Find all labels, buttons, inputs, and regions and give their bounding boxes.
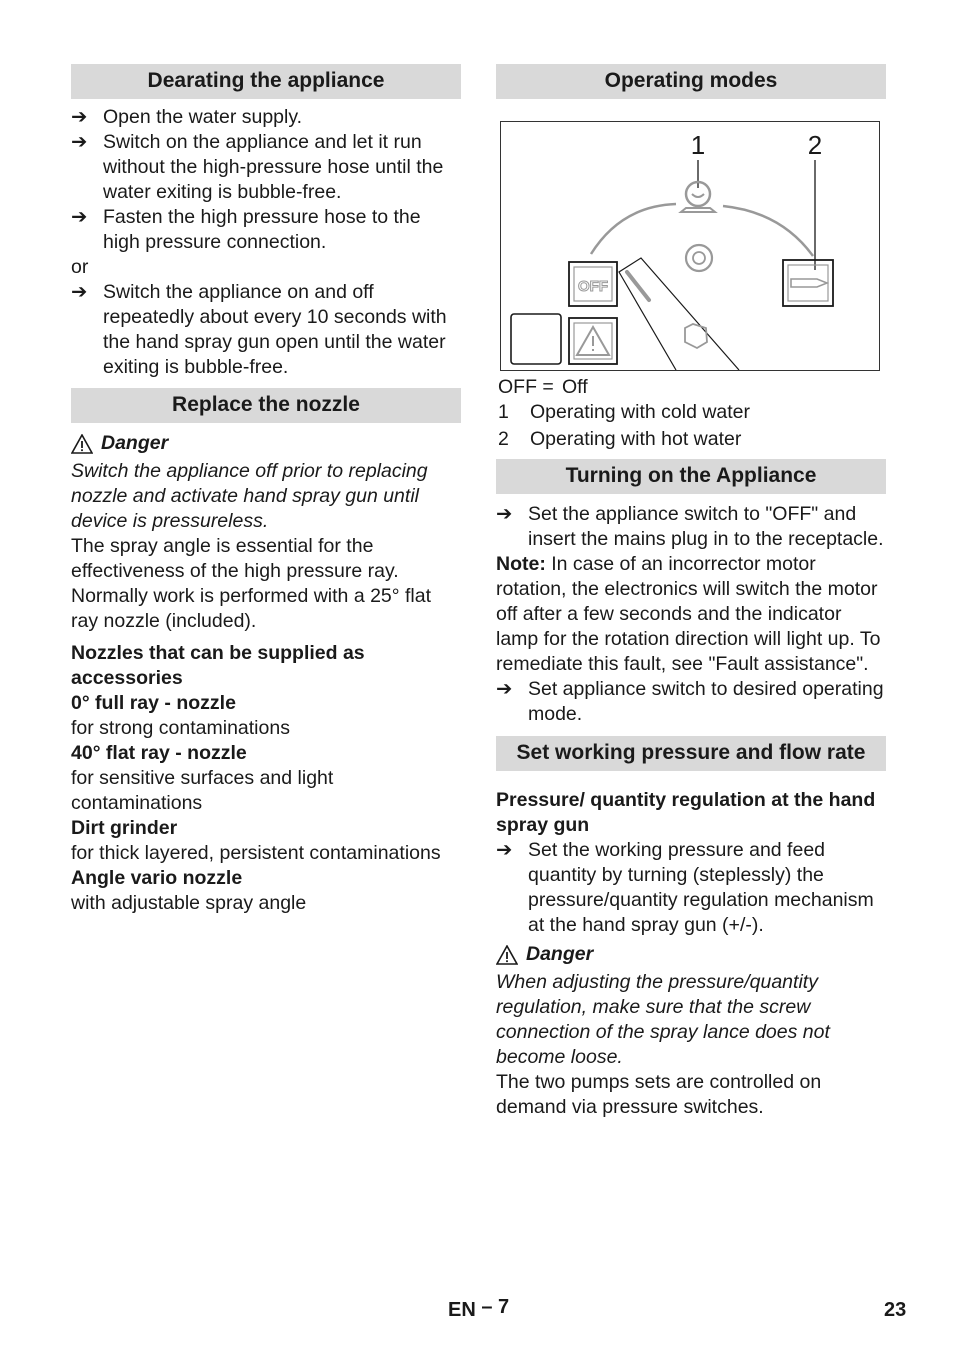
working-pressure-body <box>496 788 886 1120</box>
step-item: ➔ Switch on the appliance and let it run without the high-pressure hose until the water exiting is bubble-free. <box>71 131 444 203</box>
step-item: ➔ Set appliance switch to desired operating mode. <box>496 678 884 725</box>
nozzle-desc: for thick layered, persistent contaminations <box>71 842 441 864</box>
operating-modes-figure <box>500 121 880 371</box>
step-item: ➔ Set the appliance switch to "OFF" and insert the mains plug in to the receptacle. <box>496 503 884 550</box>
step-item: ➔ Set the working pressure and feed quantity by turning (steplessly) the pressure/quantity regulation mechanism at the hand spray gun (+/-). <box>496 839 874 936</box>
heading-replace-nozzle: Replace the nozzle <box>71 388 461 423</box>
nozzle-name: 40° flat ray - nozzle <box>71 742 247 764</box>
switch-panel-illustration <box>501 122 879 370</box>
step-item: ➔ Open the water supply. <box>71 106 303 128</box>
arrow-right-icon: ➔ <box>496 678 513 700</box>
danger-text: When adjusting the pressure/quantity regulation, make sure that the screw connection of the spray lance does not become loose. <box>496 971 830 1068</box>
page-number: 23 <box>884 1299 907 1321</box>
off-button-label: OFF <box>578 278 608 295</box>
right-column <box>496 64 886 1120</box>
nozzle-desc: for sensitive surfaces and light contaminations <box>71 767 334 814</box>
step-item: ➔ Fasten the high pressure hose to the high pressure connection. <box>71 206 421 253</box>
pressure-subheading: Pressure/ quantity regulation at the hand spray gun <box>496 789 876 836</box>
heading-working-pressure: Set working pressure and flow rate <box>496 736 886 771</box>
heading-operating-modes: Operating modes <box>496 64 886 99</box>
danger-text: Switch the appliance off prior to replacing nozzle and activate hand spray gun until device is pressureless. <box>71 460 428 532</box>
nozzle-desc: with adjustable spray angle <box>71 892 307 914</box>
note-paragraph: Note: In case of an incorrector motor rotation, the electronics will switch the motor off after a few seconds and the indicator lamp for the rotation direction will light up. To remediate this fault, see "Fault assistance". <box>496 553 881 675</box>
arrow-right-icon: ➔ <box>71 106 88 128</box>
arrow-right-icon: ➔ <box>71 206 88 228</box>
nozzle-name: Dirt grinder <box>71 817 178 839</box>
danger-label: Danger <box>71 431 461 456</box>
left-column <box>71 64 461 916</box>
legend <box>496 375 886 452</box>
arrow-right-icon: ➔ <box>71 281 88 303</box>
nozzle-name: 0° full ray - nozzle <box>71 692 236 714</box>
warning-triangle-icon <box>496 945 518 965</box>
arrow-right-icon: ➔ <box>71 131 88 153</box>
turning-on-body <box>496 502 886 727</box>
accessories-heading: Nozzles that can be supplied as accessories <box>71 642 365 689</box>
label-2: 2 <box>807 130 823 160</box>
warning-triangle-icon <box>71 434 93 454</box>
legend-row: 2 Operating with hot water <box>498 428 742 450</box>
legend-row: OFF = Off <box>498 376 588 398</box>
legend-row: 1 Operating with cold water <box>498 401 751 423</box>
arrow-right-icon: ➔ <box>496 839 513 861</box>
heading-turning-on: Turning on the Appliance <box>496 459 886 494</box>
step-item: ➔ Switch the appliance on and off repeatedly about every 10 seconds with the hand spray gun open until the water exiting is bubble-free. <box>71 281 447 378</box>
spray-angle-text: The spray angle is essential for the effectiveness of the high pressure ray. Normally work is performed with a 25° flat ray nozzle (included). <box>71 535 431 632</box>
footer-language: EN – 7 <box>448 1296 510 1321</box>
arrow-right-icon: ➔ <box>496 503 513 525</box>
heading-dearating: Dearating the appliance <box>71 64 461 99</box>
or-text: or <box>71 256 89 278</box>
nozzle-desc: for strong contaminations <box>71 717 290 739</box>
pumps-text: The two pumps sets are controlled on demand via pressure switches. <box>496 1071 822 1118</box>
label-1: 1 <box>690 130 706 160</box>
danger-label: Danger <box>496 942 886 967</box>
nozzle-name: Angle vario nozzle <box>71 867 243 889</box>
replace-nozzle-body <box>71 431 461 916</box>
dearating-steps <box>71 105 461 380</box>
